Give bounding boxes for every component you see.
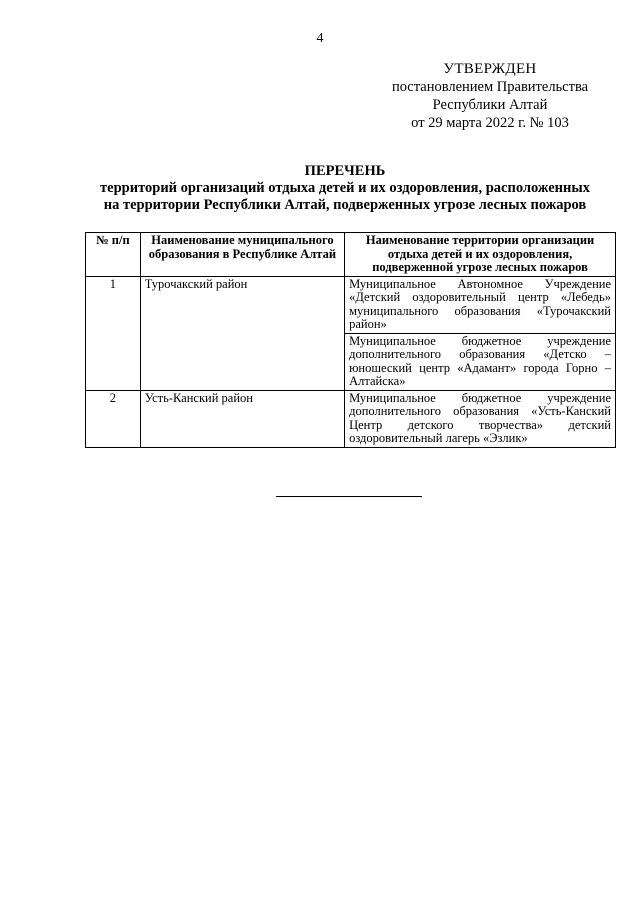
approval-line: постановлением Правительства (391, 79, 589, 95)
territories-table (85, 232, 616, 448)
row-num: 1 (86, 276, 141, 390)
row-num: 2 (86, 390, 141, 447)
approval-title: УТВЕРЖДЕН (443, 61, 537, 77)
table-header-row (86, 233, 616, 277)
end-divider (276, 496, 422, 497)
title-line: территорий организаций отдыха детей и их оздоровления, расположенных (100, 180, 590, 196)
page-number: 4 (316, 31, 324, 46)
row-organization: Муниципальное Автономное Учреждение «Детский оздоровительный центр «Лебедь» муниципального образования «Турочакский район» (345, 276, 616, 333)
approval-stamp (380, 60, 600, 132)
table-row (86, 276, 616, 333)
title-heading: ПЕРЕЧЕНЬ (304, 163, 386, 179)
row-organization: Муниципальное бюджетное учреждение дополнительного образования «Усть-Канский Центр детского творчества» детский оздоровительный лагерь «Эзлик» (345, 390, 616, 447)
header-municipality: Наименование муниципального образования в Республике Алтай (140, 233, 344, 277)
document-title (60, 163, 630, 214)
table-row (86, 390, 616, 447)
approval-line: Республики Алтай (432, 97, 548, 113)
row-municipality: Турочакский район (140, 276, 344, 390)
row-municipality: Усть-Канский район (140, 390, 344, 447)
header-organization: Наименование территории организации отдыха детей и их оздоровления, подверженной угрозе лесных пожаров (345, 233, 616, 277)
header-num: № п/п (86, 233, 141, 277)
title-line: на территории Республики Алтай, подверженных угрозе лесных пожаров (103, 197, 587, 213)
row-organization: Муниципальное бюджетное учреждение дополнительного образования «Детско – юношеский центр «Адамант» города Горно – Алтайска» (345, 333, 616, 390)
approval-date: от 29 марта 2022 г. № 103 (411, 115, 569, 131)
